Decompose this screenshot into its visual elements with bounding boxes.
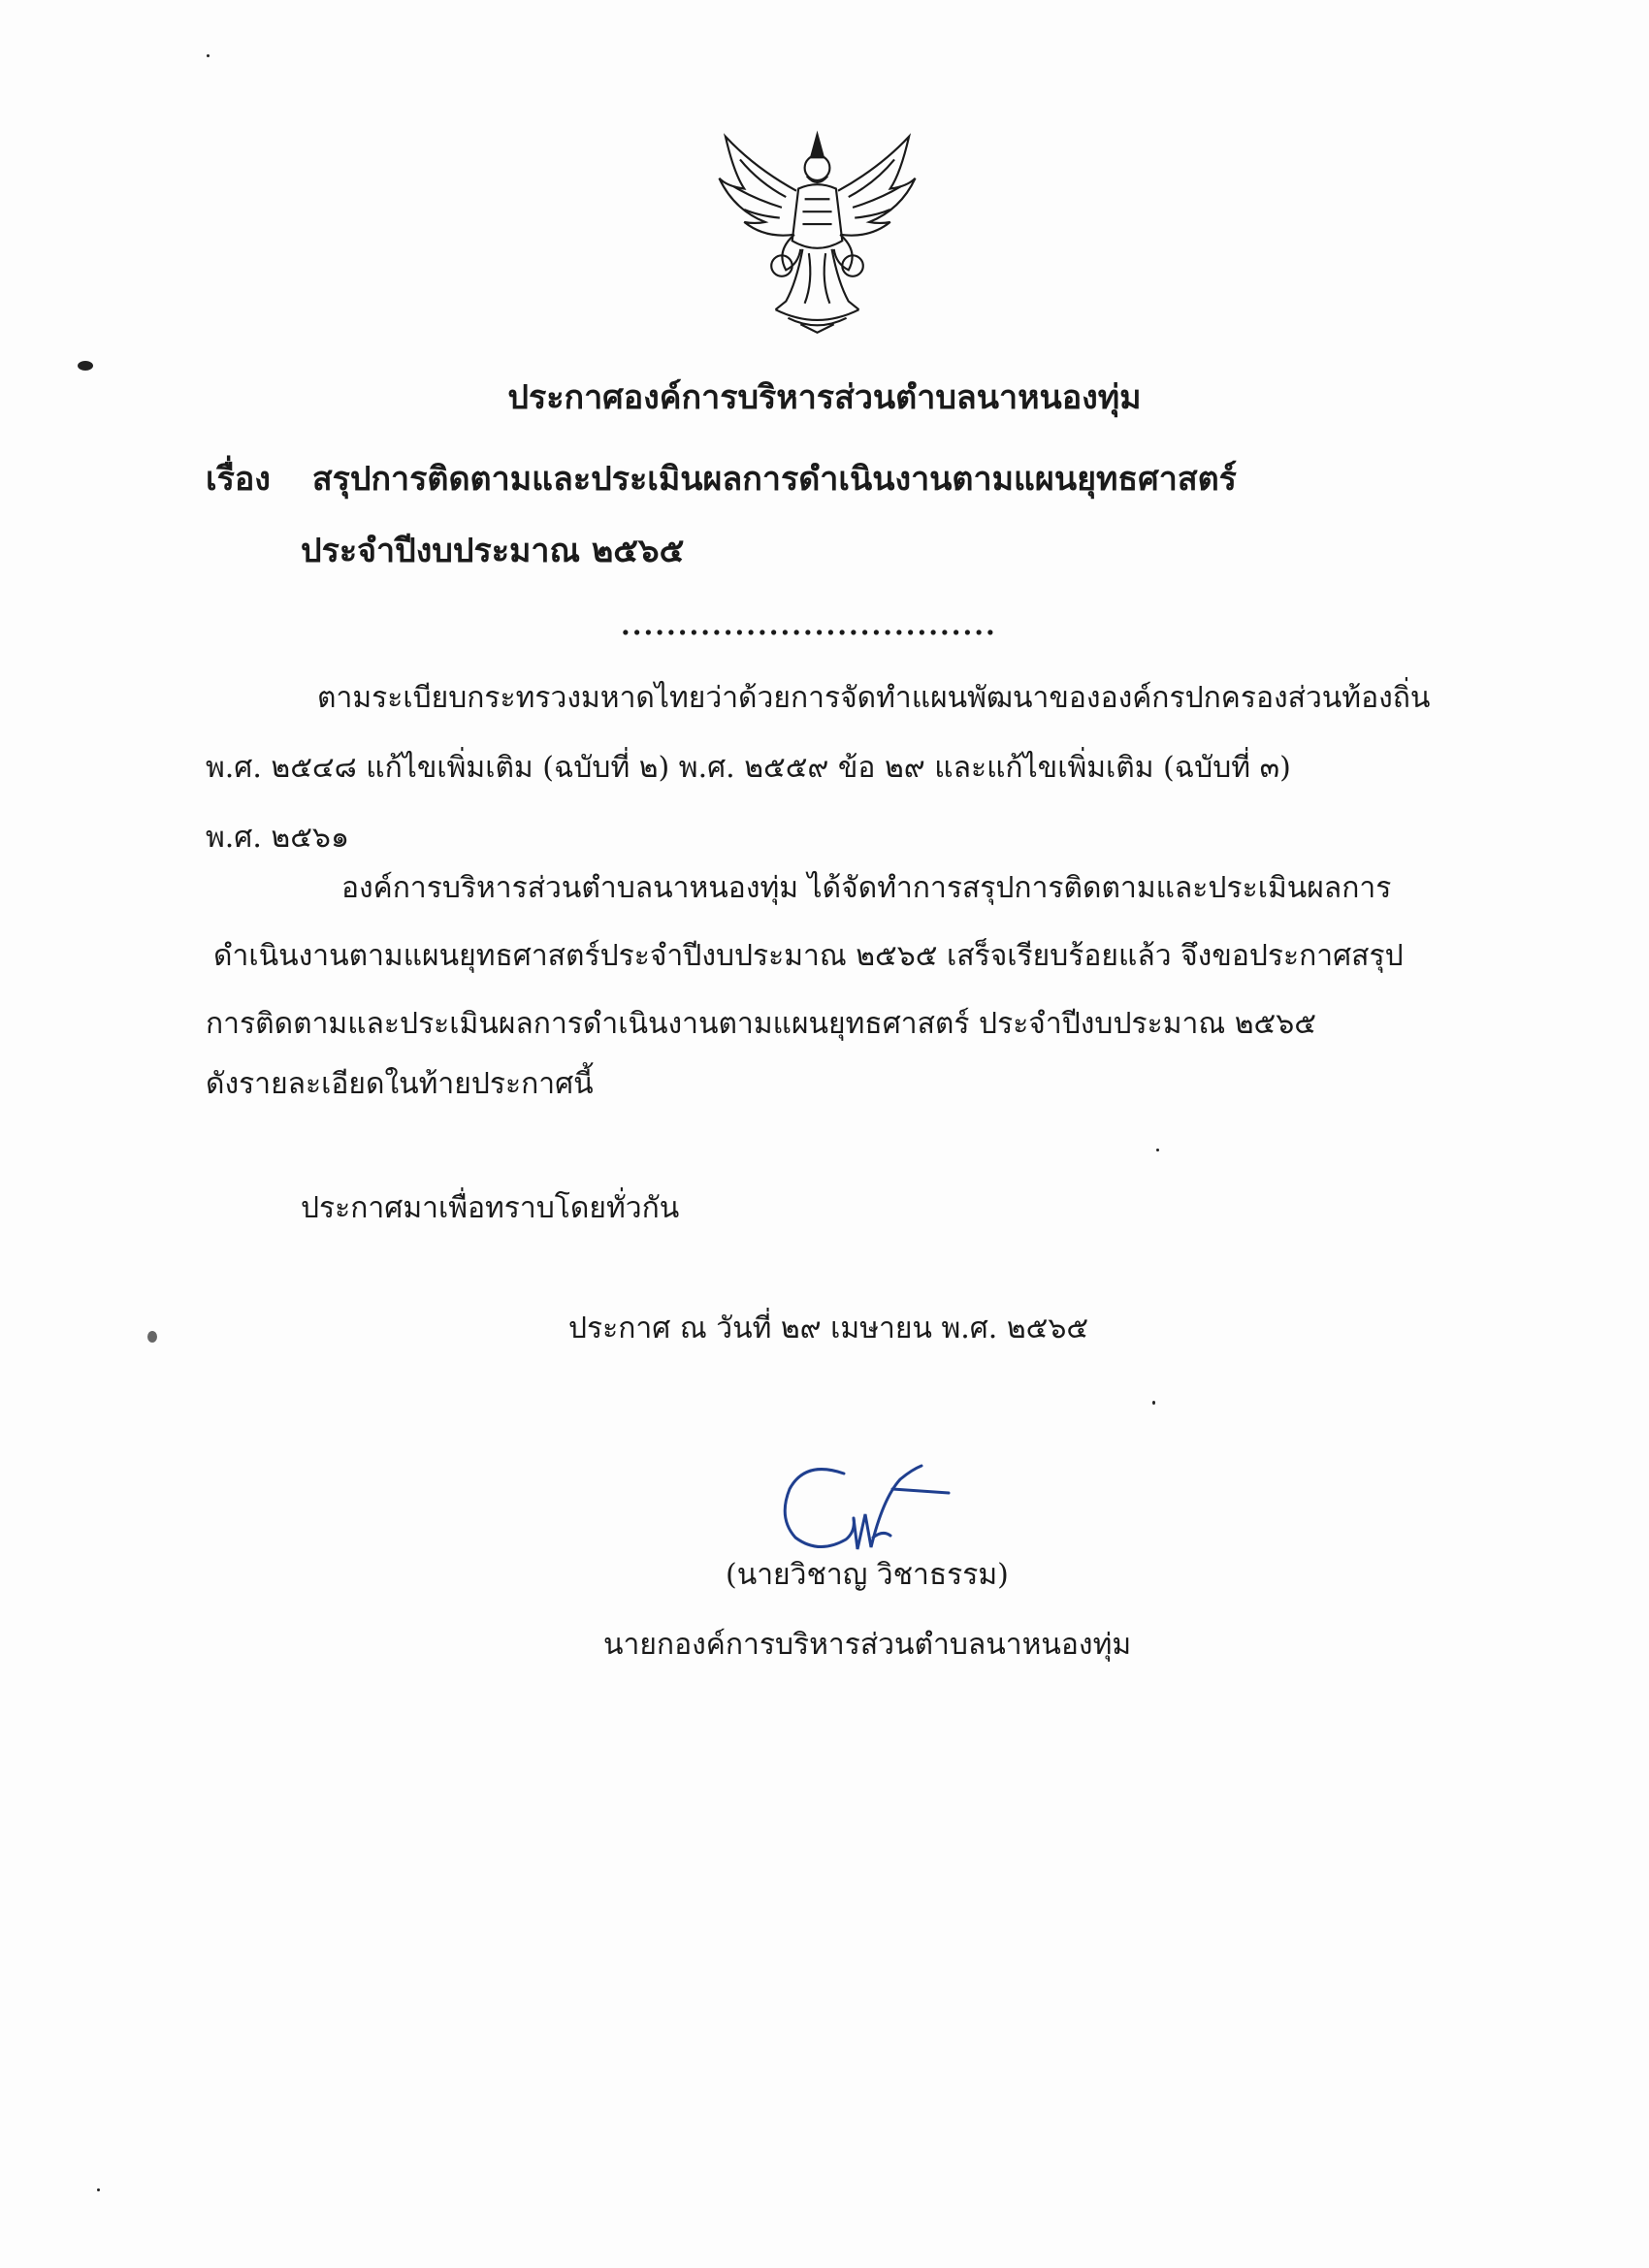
scan-speck xyxy=(1152,1401,1155,1405)
paragraph2-line1: องค์การบริหารส่วนตำบลนาหนองทุ่ม ได้จัดทำการสรุปการติดตามและประเมินผลการ xyxy=(341,871,1392,905)
closing-statement: ประกาศมาเพื่อทราบโดยทั่วกัน xyxy=(301,1191,680,1225)
handwritten-signature xyxy=(776,1460,955,1567)
paragraph1-line3: พ.ศ. ๒๕๖๑ xyxy=(206,821,349,855)
scan-speck xyxy=(1156,1149,1159,1151)
subject-label: เรื่อง xyxy=(206,460,271,499)
scan-speck xyxy=(207,54,210,57)
signatory-name: (นายวิชาญ วิชาธรรม) xyxy=(726,1558,1009,1592)
subject-row xyxy=(206,452,1237,504)
scan-speck xyxy=(147,1331,157,1343)
announcement-date: ประกาศ ณ วันที่ ๒๙ เมษายน พ.ศ. ๒๕๖๕ xyxy=(568,1312,1089,1345)
subject-text: สรุปการติดตามและประเมินผลการดำเนินงานตามแผนยุทธศาสตร์ xyxy=(311,460,1237,499)
scan-speck xyxy=(78,361,93,371)
scan-speck xyxy=(97,2188,100,2191)
signatory-position: นายกองค์การบริหารส่วนตำบลนาหนองทุ่ม xyxy=(603,1628,1132,1662)
paragraph2-line4: ดังรายละเอียดในท้ายประกาศนี้ xyxy=(206,1067,594,1101)
subject-text-continued: ประจำปีงบประมาณ ๒๕๖๕ xyxy=(301,532,685,570)
announcement-title: ประกาศองค์การบริหารส่วนตำบลนาหนองทุ่ม xyxy=(507,378,1142,417)
paragraph2-line2: ดำเนินงานตามแผนยุทธศาสตร์ประจำปีงบประมาณ ๒๕๖๕ เสร็จเรียบร้อยแล้ว จึงขอประกาศสรุป xyxy=(213,939,1404,973)
dotted-divider: ................................. xyxy=(621,609,997,641)
paragraph1-line2: พ.ศ. ๒๕๔๘ แก้ไขเพิ่มเติม (ฉบับที่ ๒) พ.ศ. ๒๕๕๙ ข้อ ๒๙ และแก้ไขเพิ่มเติม (ฉบับที่ ๓) xyxy=(206,751,1291,785)
garuda-emblem-icon xyxy=(713,126,922,335)
paragraph2-line3: การติดตามและประเมินผลการดำเนินงานตามแผนยุทธศาสตร์ ประจำปีงบประมาณ ๒๕๖๕ xyxy=(206,1007,1316,1041)
paragraph1-line1: ตามระเบียบกระทรวงมหาดไทยว่าด้วยการจัดทำแผนพัฒนาขององค์กรปกครองส่วนท้องถิ่น xyxy=(317,681,1431,715)
